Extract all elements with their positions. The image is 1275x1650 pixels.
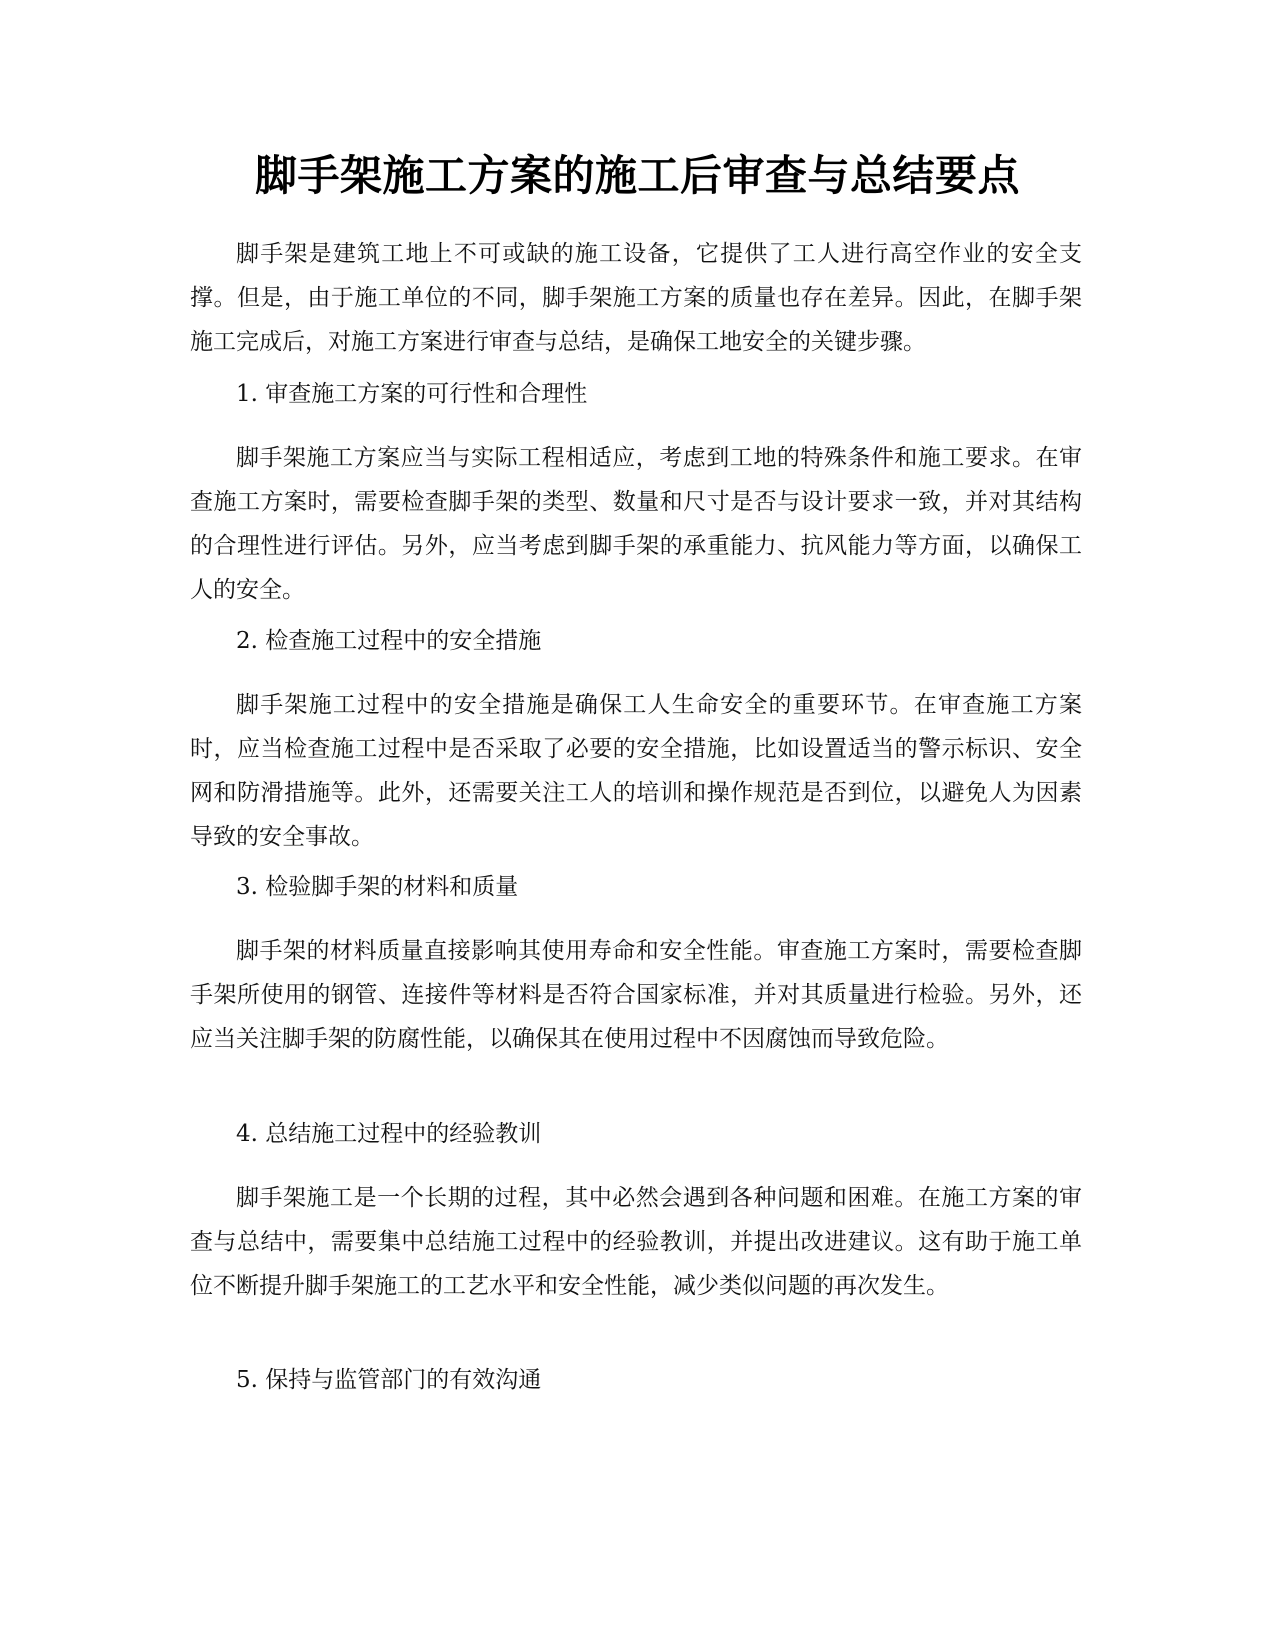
section-1-heading: 1. 审查施工方案的可行性和合理性 xyxy=(236,381,588,407)
section-4-heading: 4. 总结施工过程中的经验教训 xyxy=(236,1121,542,1147)
section-5-heading: 5. 保持与监管部门的有效沟通 xyxy=(236,1367,542,1393)
page-title: 脚手架施工方案的施工后审查与总结要点 xyxy=(254,151,1020,200)
intro-paragraph: 脚手架是建筑工地上不可或缺的施工设备，它提供了工人进行高空作业的安全支撑。但是，由于施工单位的不同，脚手架施工方案的质量也存在差异。因此，在脚手架施工完成后，对施工方案进行审查与总结，是确保工地安全的关键步骤。 xyxy=(190,241,1082,355)
section-4-body: 脚手架施工是一个长期的过程，其中必然会遇到各种问题和困难。在施工方案的审查与总结中，需要集中总结施工过程中的经验教训，并提出改进建议。这有助于施工单位不断提升脚手架施工的工艺水平和安全性能，减少类似问题的再次发生。 xyxy=(190,1185,1082,1299)
section-3-body: 脚手架的材料质量直接影响其使用寿命和安全性能。审查施工方案时，需要检查脚手架所使用的钢管、连接件等材料是否符合国家标准，并对其质量进行检验。另外，还应当关注脚手架的防腐性能，以确保其在使用过程中不因腐蚀而导致危险。 xyxy=(190,938,1082,1052)
section-1-body: 脚手架施工方案应当与实际工程相适应，考虑到工地的特殊条件和施工要求。在审查施工方案时，需要检查脚手架的类型、数量和尺寸是否与设计要求一致，并对其结构的合理性进行评估。另外，应当考虑到脚手架的承重能力、抗风能力等方面，以确保工人的安全。 xyxy=(190,445,1082,603)
section-2-body: 脚手架施工过程中的安全措施是确保工人生命安全的重要环节。在审查施工方案时，应当检查施工过程中是否采取了必要的安全措施，比如设置适当的警示标识、安全网和防滑措施等。此外，还需要关注工人的培训和操作规范是否到位，以避免人为因素导致的安全事故。 xyxy=(190,692,1082,850)
section-2-heading: 2. 检查施工过程中的安全措施 xyxy=(236,628,542,654)
section-3-heading: 3. 检验脚手架的材料和质量 xyxy=(236,874,519,900)
